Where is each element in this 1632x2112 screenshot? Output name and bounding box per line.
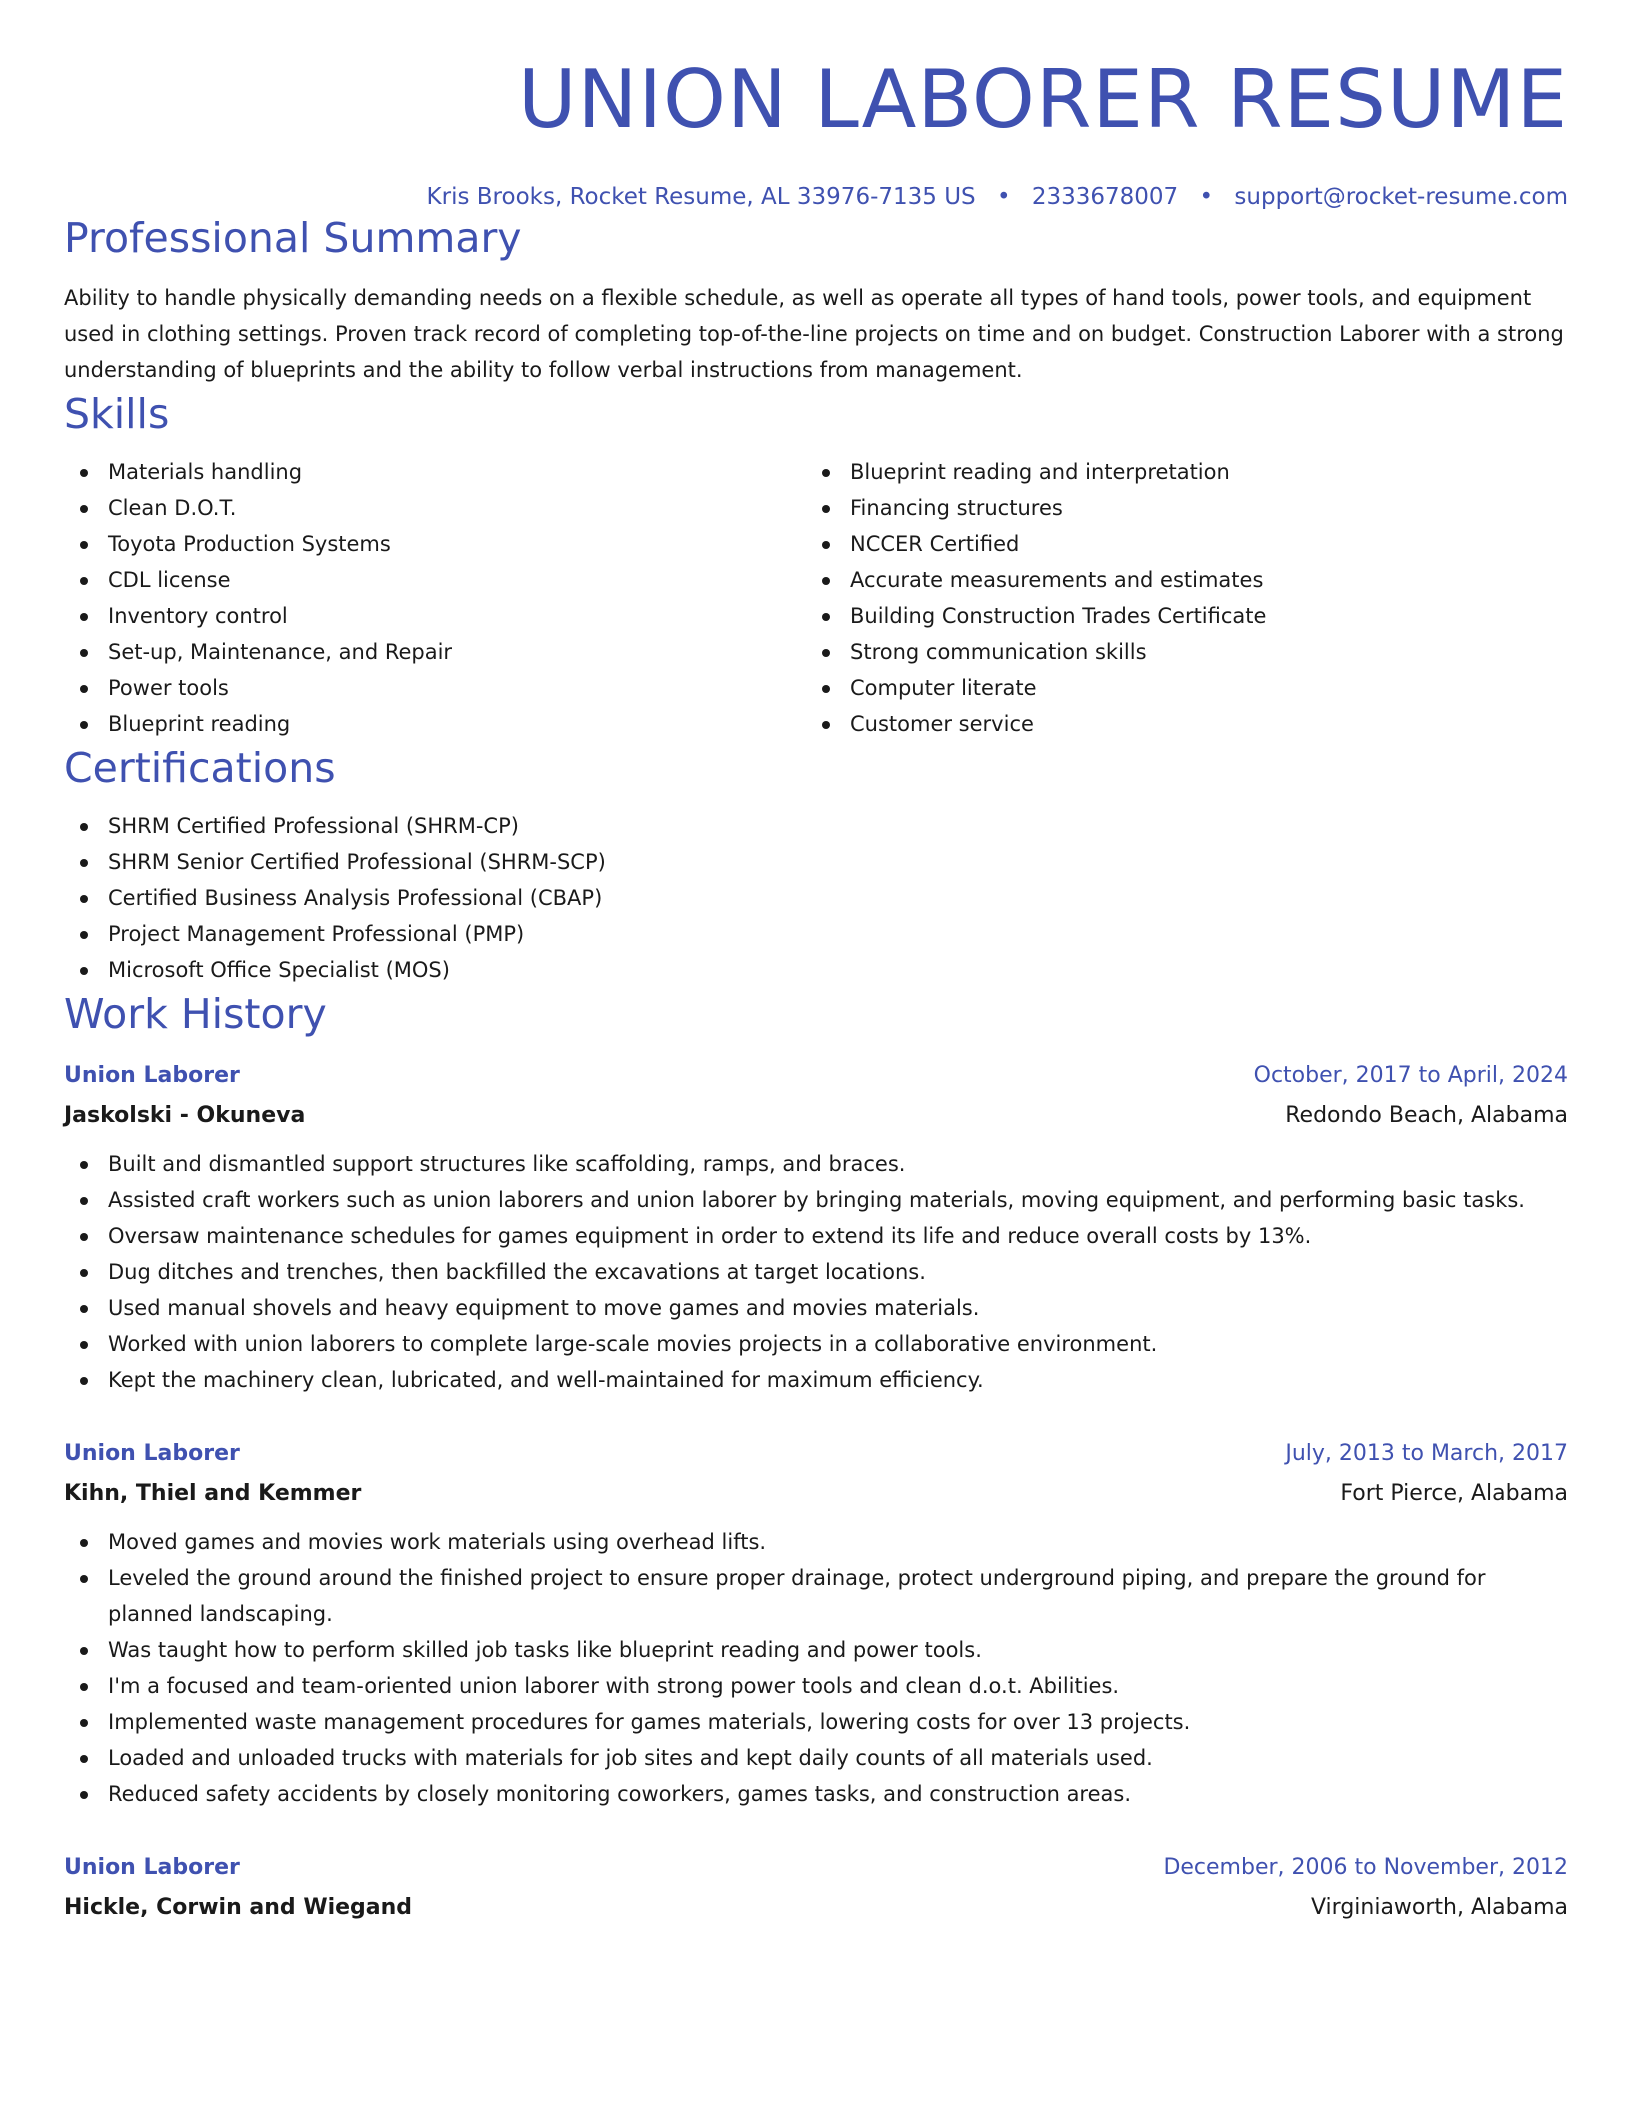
certification-item: Project Management Professional (PMP) — [64, 916, 1568, 952]
job-company: Jaskolski - Okuneva — [64, 1103, 306, 1128]
skill-item: Customer service — [806, 706, 1548, 742]
contact-line — [64, 182, 1568, 212]
job-location: Fort Pierce, Alabama — [1340, 1481, 1568, 1506]
job-header-row — [64, 1848, 1568, 1888]
skills-list-right — [806, 454, 1548, 742]
skill-item: Strong communication skills — [806, 634, 1548, 670]
skill-item: Blueprint reading — [64, 706, 806, 742]
job-bullets — [64, 1524, 1568, 1812]
certifications-list — [64, 808, 1568, 988]
contact-separator: • — [1199, 184, 1214, 210]
job-bullet: Implemented waste management procedures for games materials, lowering costs for over 13 projects. — [64, 1704, 1568, 1740]
job-location: Redondo Beach, Alabama — [1285, 1103, 1568, 1128]
job-bullets — [64, 1146, 1568, 1398]
skill-item: Accurate measurements and estimates — [806, 562, 1548, 598]
skill-item: Financing structures — [806, 490, 1548, 526]
job-company-row — [64, 1888, 1568, 1928]
contact-address: Kris Brooks, Rocket Resume, AL 33976-7135 US — [426, 184, 976, 210]
certification-item: SHRM Senior Certified Professional (SHRM-SCP) — [64, 844, 1568, 880]
contact-separator: • — [996, 184, 1011, 210]
job-role: Union Laborer — [64, 1855, 240, 1880]
job-bullet: Moved games and movies work materials using overhead lifts. — [64, 1524, 1568, 1560]
skill-item: Toyota Production Systems — [64, 526, 806, 562]
job-entry — [64, 1848, 1568, 1928]
contact-email[interactable]: support@rocket-resume.com — [1234, 184, 1568, 210]
job-bullet: Leveled the ground around the finished project to ensure proper drainage, protect underground piping, and prepare the ground for planned landscaping. — [64, 1560, 1568, 1632]
job-header-row — [64, 1434, 1568, 1474]
job-bullet: Assisted craft workers such as union laborers and union laborer by bringing materials, moving equipment, and performing basic tasks. — [64, 1182, 1568, 1218]
skill-item: Clean D.O.T. — [64, 490, 806, 526]
skill-item: NCCER Certified — [806, 526, 1548, 562]
certifications-heading: Certifications — [64, 744, 336, 792]
certification-item: Microsoft Office Specialist (MOS) — [64, 952, 1568, 988]
job-dates: October, 2017 to April, 2024 — [1253, 1063, 1568, 1088]
job-company: Hickle, Corwin and Wiegand — [64, 1895, 413, 1920]
job-bullet: Loaded and unloaded trucks with materials for job sites and kept daily counts of all materials used. — [64, 1740, 1568, 1776]
job-bullet: I'm a focused and team-oriented union laborer with strong power tools and clean d.o.t. Abilities. — [64, 1668, 1568, 1704]
job-bullet: Built and dismantled support structures like scaffolding, ramps, and braces. — [64, 1146, 1568, 1182]
contact-phone: 2333678007 — [1031, 184, 1179, 210]
job-location: Virginiaworth, Alabama — [1310, 1895, 1568, 1920]
job-role: Union Laborer — [64, 1063, 240, 1088]
job-bullet: Worked with union laborers to complete large-scale movies projects in a collaborative environment. — [64, 1326, 1568, 1362]
certification-item: SHRM Certified Professional (SHRM-CP) — [64, 808, 1568, 844]
job-dates: December, 2006 to November, 2012 — [1163, 1855, 1568, 1880]
certification-item: Certified Business Analysis Professional (CBAP) — [64, 880, 1568, 916]
skills-list-left — [64, 454, 806, 742]
work-history-heading: Work History — [64, 990, 327, 1038]
job-bullet: Oversaw maintenance schedules for games equipment in order to extend its life and reduce overall costs by 13%. — [64, 1218, 1568, 1254]
skill-item: Blueprint reading and interpretation — [806, 454, 1548, 490]
skill-item: Building Construction Trades Certificate — [806, 598, 1548, 634]
skill-item: Computer literate — [806, 670, 1548, 706]
page-title: UNION LABORER RESUME — [518, 53, 1568, 146]
job-bullet: Reduced safety accidents by closely monitoring coworkers, games tasks, and construction areas. — [64, 1776, 1568, 1812]
skill-item: CDL license — [64, 562, 806, 598]
job-entry — [64, 1434, 1568, 1812]
job-bullet: Kept the machinery clean, lubricated, and well-maintained for maximum efficiency. — [64, 1362, 1568, 1398]
job-entry — [64, 1056, 1568, 1398]
skill-item: Set-up, Maintenance, and Repair — [64, 634, 806, 670]
job-bullet: Dug ditches and trenches, then backfilled the excavations at target locations. — [64, 1254, 1568, 1290]
job-bullet: Was taught how to perform skilled job tasks like blueprint reading and power tools. — [64, 1632, 1568, 1668]
job-company: Kihn, Thiel and Kemmer — [64, 1481, 362, 1506]
job-company-row — [64, 1474, 1568, 1514]
skills-columns — [64, 454, 1568, 742]
job-header-row — [64, 1056, 1568, 1096]
job-bullet: Used manual shovels and heavy equipment to move games and movies materials. — [64, 1290, 1568, 1326]
job-dates: July, 2013 to March, 2017 — [1285, 1441, 1568, 1466]
summary-heading: Professional Summary — [64, 214, 522, 262]
skill-item: Power tools — [64, 670, 806, 706]
job-role: Union Laborer — [64, 1441, 240, 1466]
resume-page — [64, 0, 1568, 1928]
skills-heading: Skills — [64, 390, 170, 438]
skill-item: Materials handling — [64, 454, 806, 490]
job-company-row — [64, 1096, 1568, 1136]
summary-text: Ability to handle physically demanding needs on a flexible schedule, as well as operate all types of hand tools, power tools, and equipment used in clothing settings. Proven track record of completing top-of-the-line projects on time and on budget. Construction Laborer with a strong understanding of blueprints and the ability to follow verbal instructions from management. — [64, 286, 1564, 382]
skill-item: Inventory control — [64, 598, 806, 634]
